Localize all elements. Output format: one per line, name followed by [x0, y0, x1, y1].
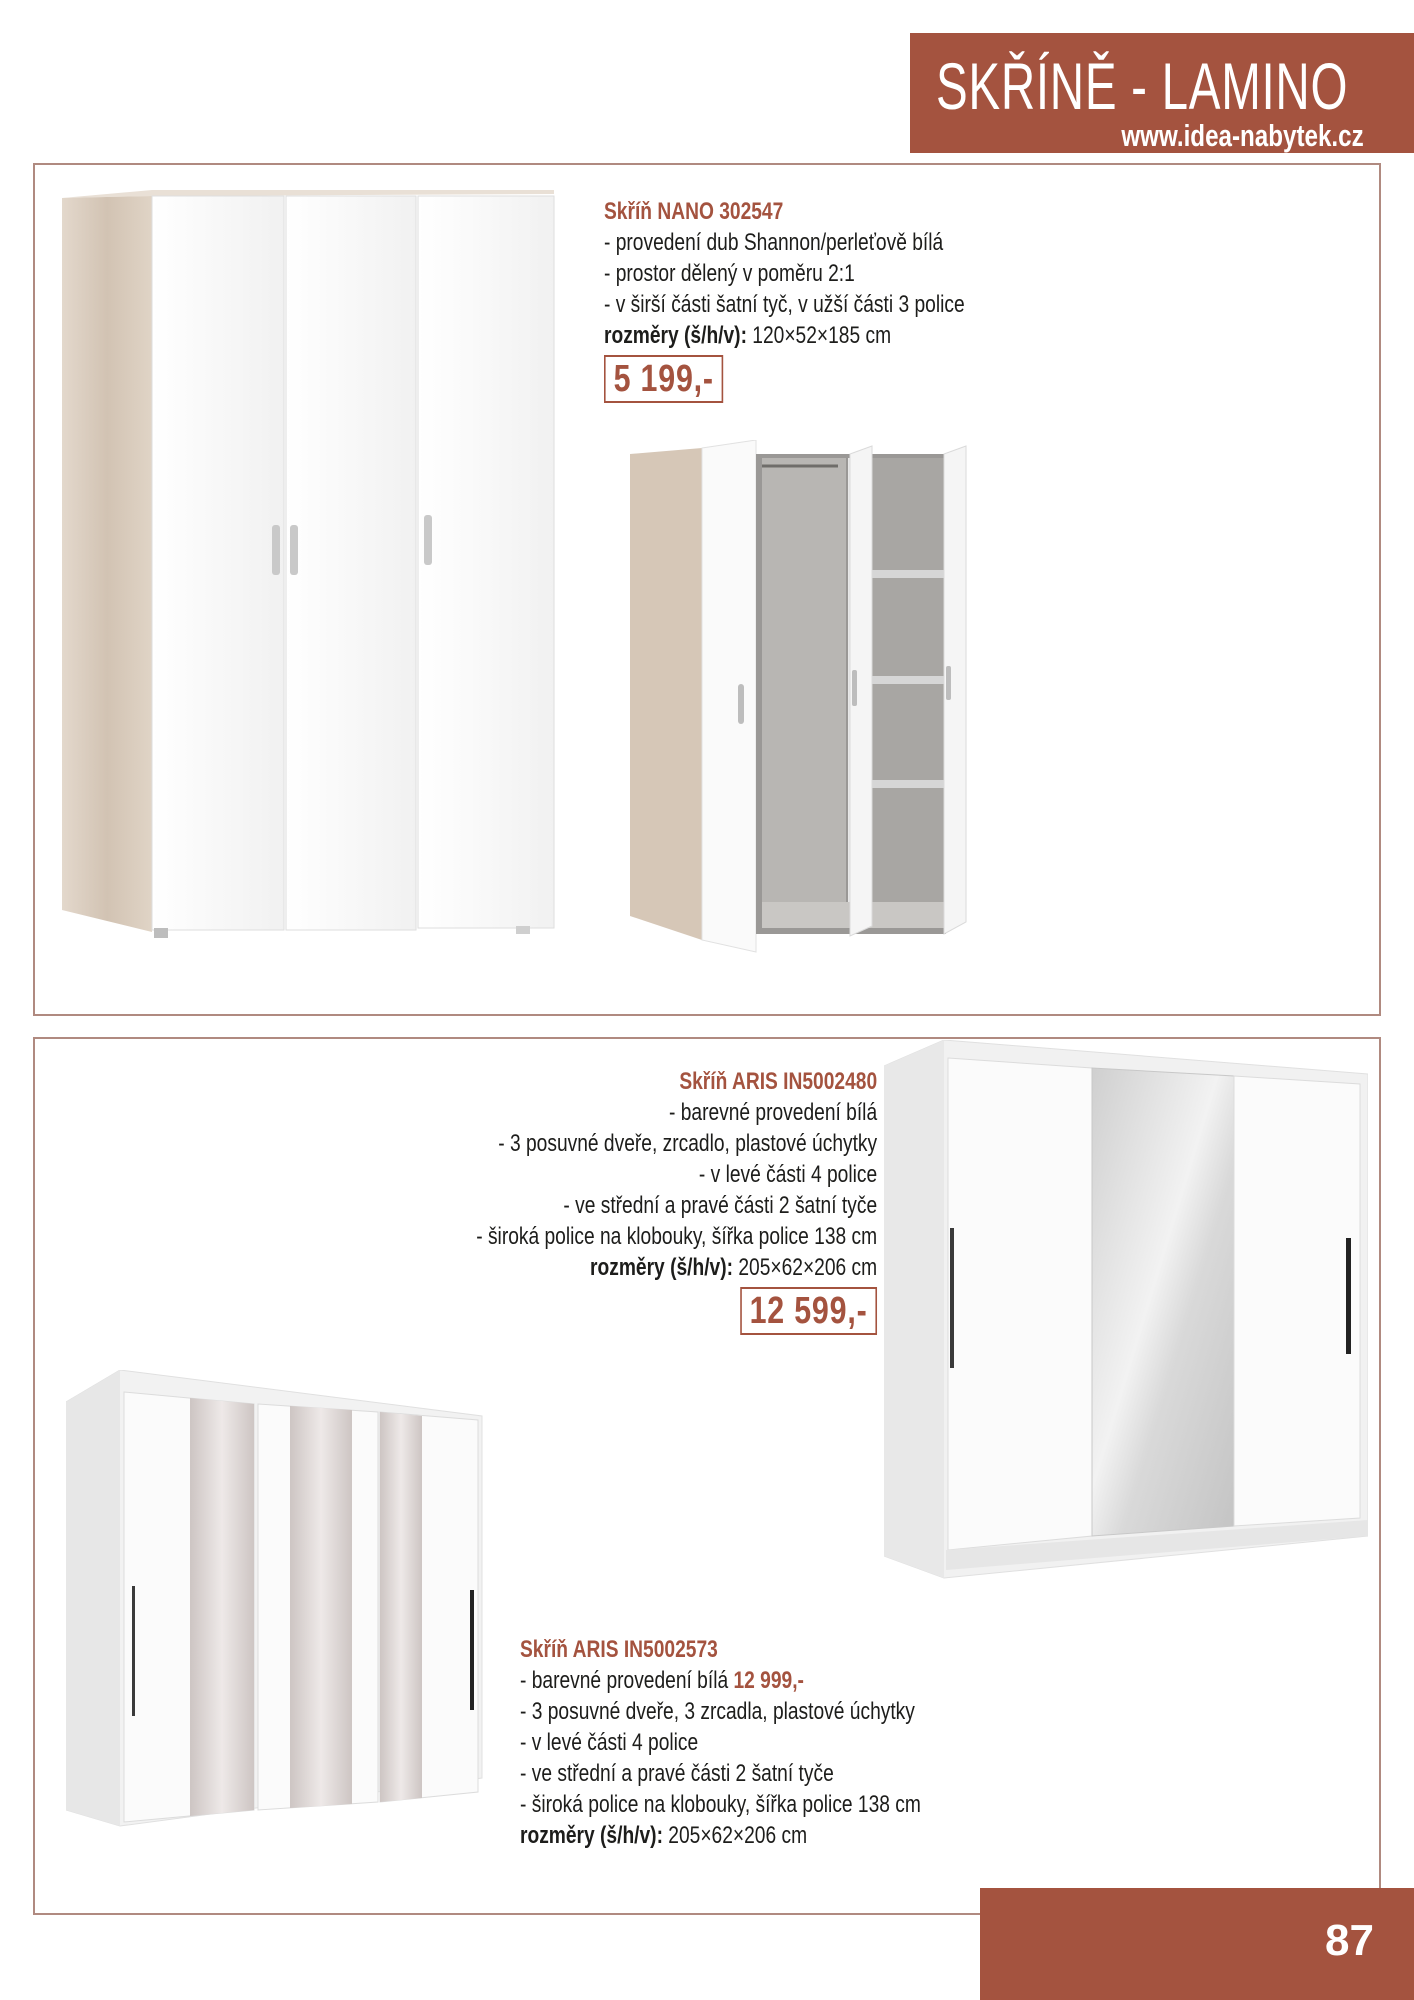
aris1-price: 12 599,-: [740, 1287, 877, 1335]
aris1-dimensions: [476, 1252, 877, 1283]
aris2-wardrobe-image: [66, 1370, 484, 1830]
aris1-feature-5: - široká police na klobouky, šířka police 138 cm: [476, 1223, 877, 1250]
aris2-description: [520, 1634, 921, 1851]
page-title: SKŘÍNĚ - LAMINO: [936, 49, 1349, 123]
aris2-feature-1-text: - barevné provedení bílá: [520, 1667, 734, 1694]
nano-dimensions: [604, 320, 965, 351]
aris2-feature-1: [520, 1665, 921, 1696]
aris1-feature-4: - ve střední a pravé části 2 šatní tyče: [563, 1192, 877, 1219]
website-url: www.idea-nabytek.cz: [1121, 118, 1364, 153]
nano-title: Skříň NANO 302547: [604, 198, 784, 225]
aris2-feature-2: - 3 posuvné dveře, 3 zrcadla, plastové úchytky: [520, 1698, 915, 1725]
aris2-feature-3: - v levé části 4 police: [520, 1729, 699, 1756]
aris2-price: 12 999,-: [733, 1667, 804, 1694]
nano-price: 5 199,-: [604, 355, 723, 403]
nano-wardrobe-closed-image: [58, 190, 558, 950]
page-number-tab: [980, 1888, 1414, 2000]
header-banner: [910, 33, 1414, 153]
aris1-dims-value: 205×62×206 cm: [732, 1254, 877, 1281]
nano-wardrobe-open-image: [628, 440, 968, 960]
aris2-dims-value: 205×62×206 cm: [662, 1822, 808, 1849]
nano-feature-1: - provedení dub Shannon/perleťově bílá: [604, 229, 944, 256]
nano-feature-3: - v širší části šatní tyč, v užší části 3 police: [604, 291, 965, 318]
page-number: 87: [1325, 1916, 1374, 1965]
aris2-dims-label: rozměry (š/h/v):: [520, 1822, 663, 1849]
aris1-wardrobe-image: [884, 1040, 1368, 1580]
aris1-description: [476, 1066, 877, 1335]
aris1-title: Skříň ARIS IN5002480: [679, 1068, 877, 1095]
nano-feature-2: - prostor dělený v poměru 2:1: [604, 260, 855, 287]
nano-dims-value: 120×52×185 cm: [746, 322, 892, 349]
aris1-feature-1: - barevné provedení bílá: [668, 1099, 877, 1126]
aris2-title: Skříň ARIS IN5002573: [520, 1636, 718, 1663]
aris2-feature-5: - široká police na klobouky, šířka police 138 cm: [520, 1791, 921, 1818]
aris1-feature-3: - v levé části 4 police: [698, 1161, 877, 1188]
aris2-feature-4: - ve střední a pravé části 2 šatní tyče: [520, 1760, 834, 1787]
aris1-feature-2: - 3 posuvné dveře, zrcadlo, plastové úchytky: [498, 1130, 877, 1157]
aris2-dimensions: [520, 1820, 921, 1851]
nano-description: [604, 196, 965, 403]
aris1-dims-label: rozměry (š/h/v):: [589, 1254, 733, 1281]
nano-dims-label: rozměry (š/h/v):: [604, 322, 747, 349]
